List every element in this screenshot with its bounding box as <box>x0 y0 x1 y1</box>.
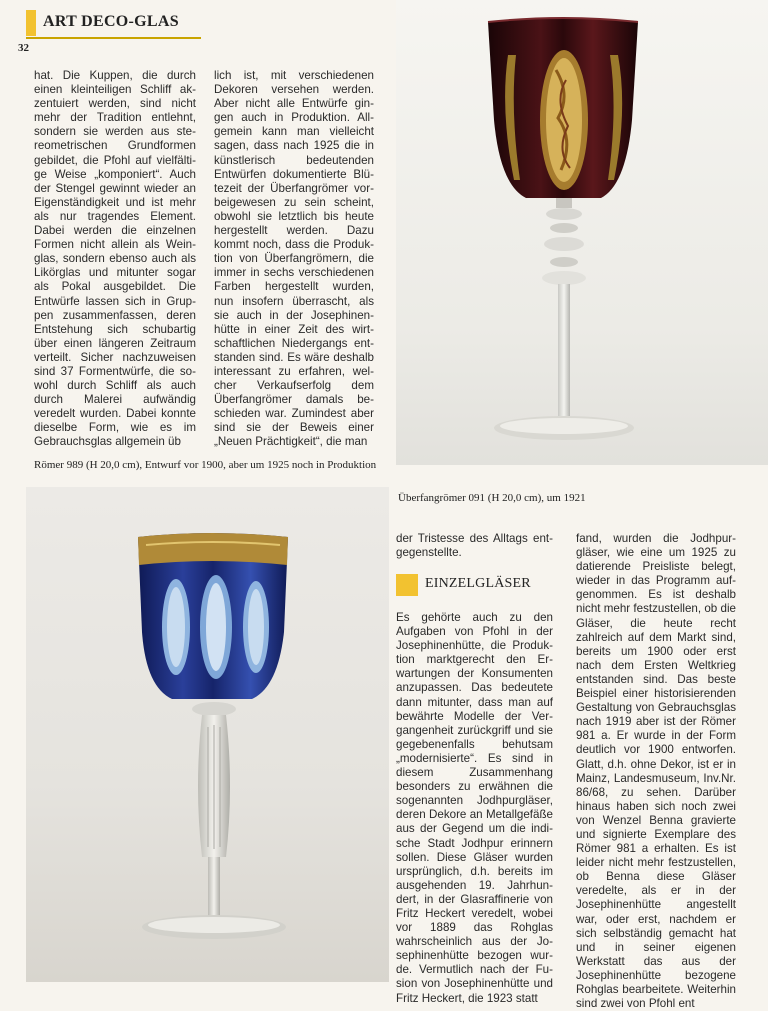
section-accent-bar <box>396 574 418 596</box>
text-column-1 <box>34 69 196 450</box>
header-accent-bar <box>26 10 36 36</box>
column-3-paragraph: Es gehörte auch zu den Aufgaben von Pfohl in der Josephinenhütte, die Produktion marktgerecht den Erwartungen der Konsumenten anzupassen. Das bedeutete dann mitunter, dass man auf bewährte Modelle der Vergangenheit zurückgriff und sie gegebenenfalls behutsam „modernisierte“. Es sind in diesem Zusammenhang besonders zu erwähnen die sogenannten Jodhpurgläser, deren Dekore an Metallgefäße aus der Gegend um die indische Stadt Jodhpur erinnern sollen. Diese Gläser wurden ursprünglich, d.h. bereits im ausgehenden 19. Jahrhundert, in der Glasraffinerie von Fritz Heckert veredelt, wobei vor 1889 das Rohglas wahrscheinlich aus der Josephinenhütte bezogen wurde. Vermutlich nach der Fusion von Josephinenhütte und Fritz Heckert, die 1923 statt <box>396 611 553 1005</box>
column-4-paragraph: fand, wurden die Jodhpurgläser, wie eine um 1925 zu datierende Preisliste belegt, wieder in das Programm aufgenommen. Es ist deshalb nicht mehr festzustellen, ob die Gläser, die heute recht zahlreich auf dem Markt sind, bereits um 1900 oder erst nach dem Ersten Weltkrieg entstanden sind. Das beste Beispiel einer historisierenden Gestaltung von Gebrauchsglas nach 1919 aber ist der Römer 981 a. Er wurde in der Form deutlich vor 1900 entworfen. Glatt, d.h. ohne Dekor, ist er in Mainz, Landesmuseum, Inv.Nr. 86/68, zu sehen. Darüber hinaus haben sich noch zwei von Wenzel Benna gravierte und signierte Exemplare des Römer 981 a erhalten. Es ist leider nicht mehr festzustellen, ob Benna diese Gläser veredelte, als er in der Josephinenhütte angestellt war, oder erst, nachdem er sich selbständig gemacht hat und in seiner eigenen Werkstatt das aus der Josephinenhütte bezogene Rohglas bearbeitete. Weiterhin sind zwei von Pfohl ent <box>576 532 736 1011</box>
section-heading: EINZELGLÄSER <box>425 576 531 591</box>
column-1-paragraph: hat. Die Kuppen, die durch einen kleinteiligen Schliff akzentuiert werden, sind nicht mehr der Tradition entlehnt, sondern sie werden aus stereometrischen Grundformen gebildet, die Pfohl auf vielfältige Weise „komponiert“. Auch der Stengel gewinnt wieder an Eigenständigkeit und ist mehr als nur tragendes Element. Dabei werden die einzelnen Formen nicht allein als Weinglas, sondern ebenso auch als Likörglas und mitunter sogar als Pokal ausgebildet. Die Entwürfe lassen sich in Gruppen zusammenfassen, deren Entstehung sich schubartig über einen längeren Zeitraum verteilt. Sicher nachzuweisen sind 37 Formentwürfe, die sowohl durch Schliff als auch durch Malerei aufwändig veredelt wurden. Dabei konnte dieselbe Form, wie es im Gebrauchsglas allgemein üb <box>34 69 196 449</box>
photo-red-roemer <box>396 0 768 465</box>
text-column-3 <box>396 611 553 1006</box>
header-rule <box>26 37 201 39</box>
text-column-2 <box>214 69 374 450</box>
blue-roemer-illustration <box>26 487 389 982</box>
text-column-4 <box>576 532 736 1011</box>
caption-top-photo: Römer 989 (H 20,0 cm), Entwurf vor 1900, aber um 1925 noch in Produktion <box>34 459 377 471</box>
page-number: 32 <box>18 42 29 54</box>
photo-blue-roemer <box>26 487 389 982</box>
caption-bottom-photo: Überfangrömer 091 (H 20,0 cm), um 1921 <box>398 492 586 504</box>
section-header-title: ART DECO-GLAS <box>43 13 179 30</box>
column-3-intro-paragraph: der Tristesse des Alltags entgegenstellte. <box>396 532 553 560</box>
red-roemer-illustration <box>396 0 768 465</box>
text-column-3-intro <box>396 532 553 560</box>
column-2-paragraph: lich ist, mit verschiedenen Dekoren versehen werden. Aber nicht alle Entwürfe gingen auch in Produktion. Allgemein kann man vielleicht sagen, dass nach 1925 die in künstlerisch bedeutenden Entwürfen dokumentierte Blütezeit der Überfangrömer vorbeigewesen zu sein scheint, obwohl sie letztlich bis heute hergestellt werden. Dazu kommt noch, dass die Produktion von Überfangrömern, die immer in sechs verschiedenen Farben hergestellt wurden, nun insofern überrascht, als sie auch in der Josephinenhütte in einer Zeit des wirtschaftlichen Niedergangs entstanden sind. Es wäre deshalb interessant zu erfahren, welcher Verkaufserfolg dem Überfangrömer damals beschieden war. Zumindest aber sind sie der Beweis einer „Neuen Prächtigkeit“, die man <box>214 69 374 449</box>
